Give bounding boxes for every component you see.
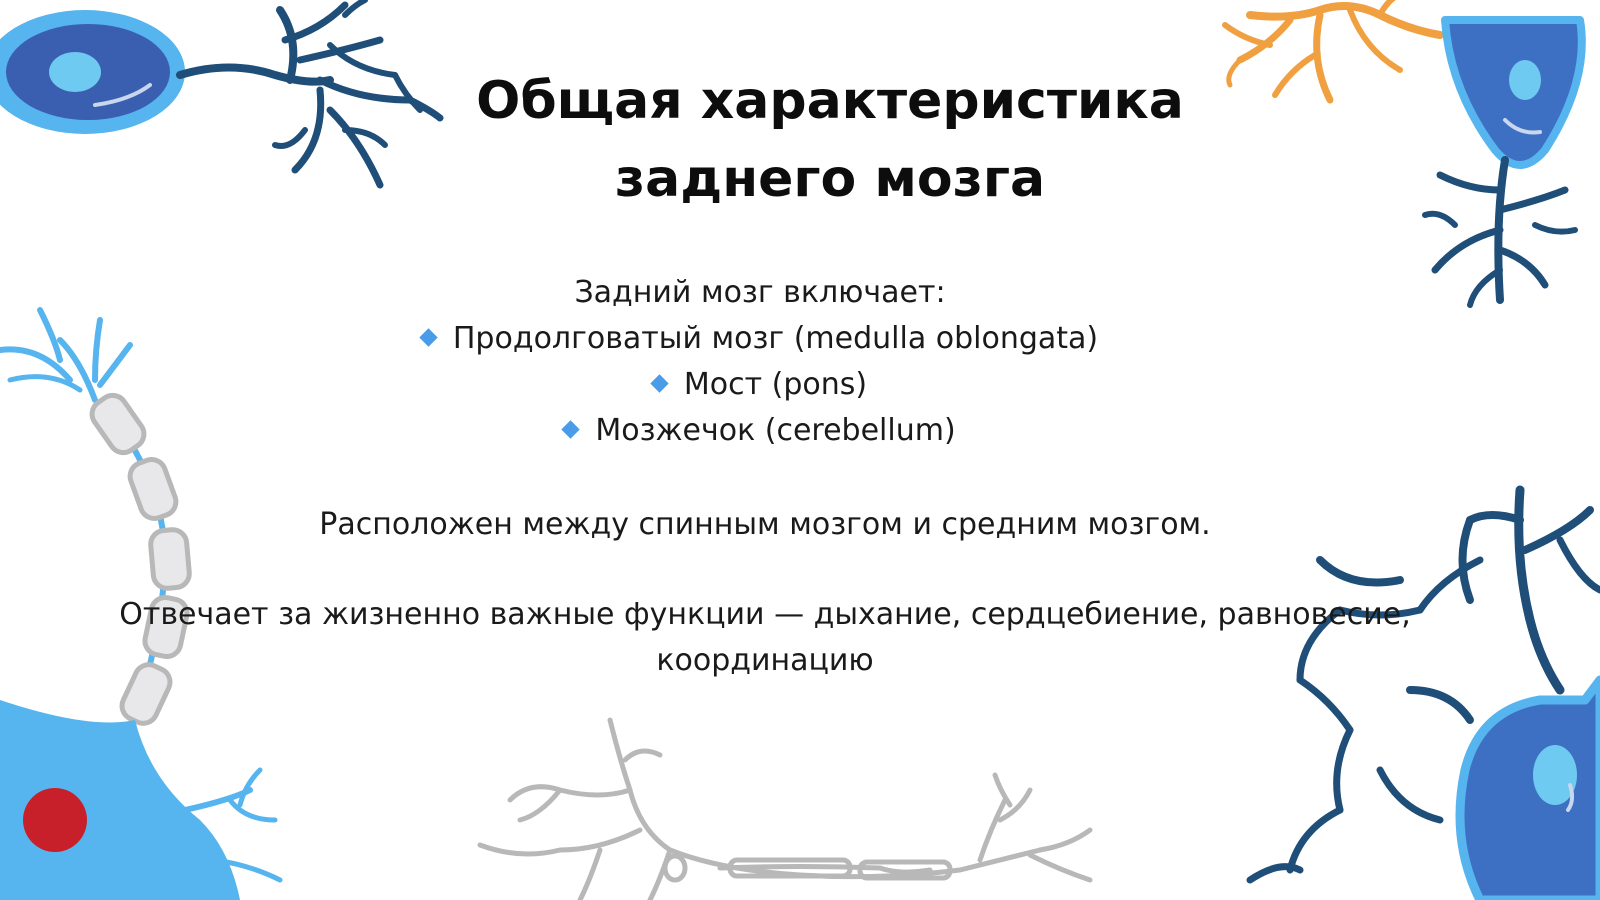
list-item xyxy=(300,408,1220,454)
title-line-2: заднего мозга xyxy=(614,149,1046,209)
slide-title xyxy=(380,62,1280,218)
diamond-bullet-icon xyxy=(562,420,580,438)
functions-line-2: координацию xyxy=(656,643,874,678)
diamond-bullet-icon xyxy=(650,374,668,392)
diamond-bullet-icon xyxy=(419,328,437,346)
functions-line-1: Отвечает за жизненно важные функции — дыхание, сердцебиение, равновесие, xyxy=(119,597,1411,632)
list-item xyxy=(300,316,1220,362)
bullet-label: Мост (pons) xyxy=(683,367,868,402)
functions-text xyxy=(80,592,1450,684)
bullet-list xyxy=(300,316,1220,454)
list-item xyxy=(300,362,1220,408)
intro-text: Задний мозг включает: xyxy=(574,275,946,310)
bullet-label: Продолговатый мозг (medulla oblongata) xyxy=(452,321,1099,356)
location-text: Расположен между спинным мозгом и средним мозгом. xyxy=(319,507,1211,542)
bullet-label: Мозжечок (cerebellum) xyxy=(595,413,956,448)
title-line-1: Общая характеристика xyxy=(476,71,1184,131)
